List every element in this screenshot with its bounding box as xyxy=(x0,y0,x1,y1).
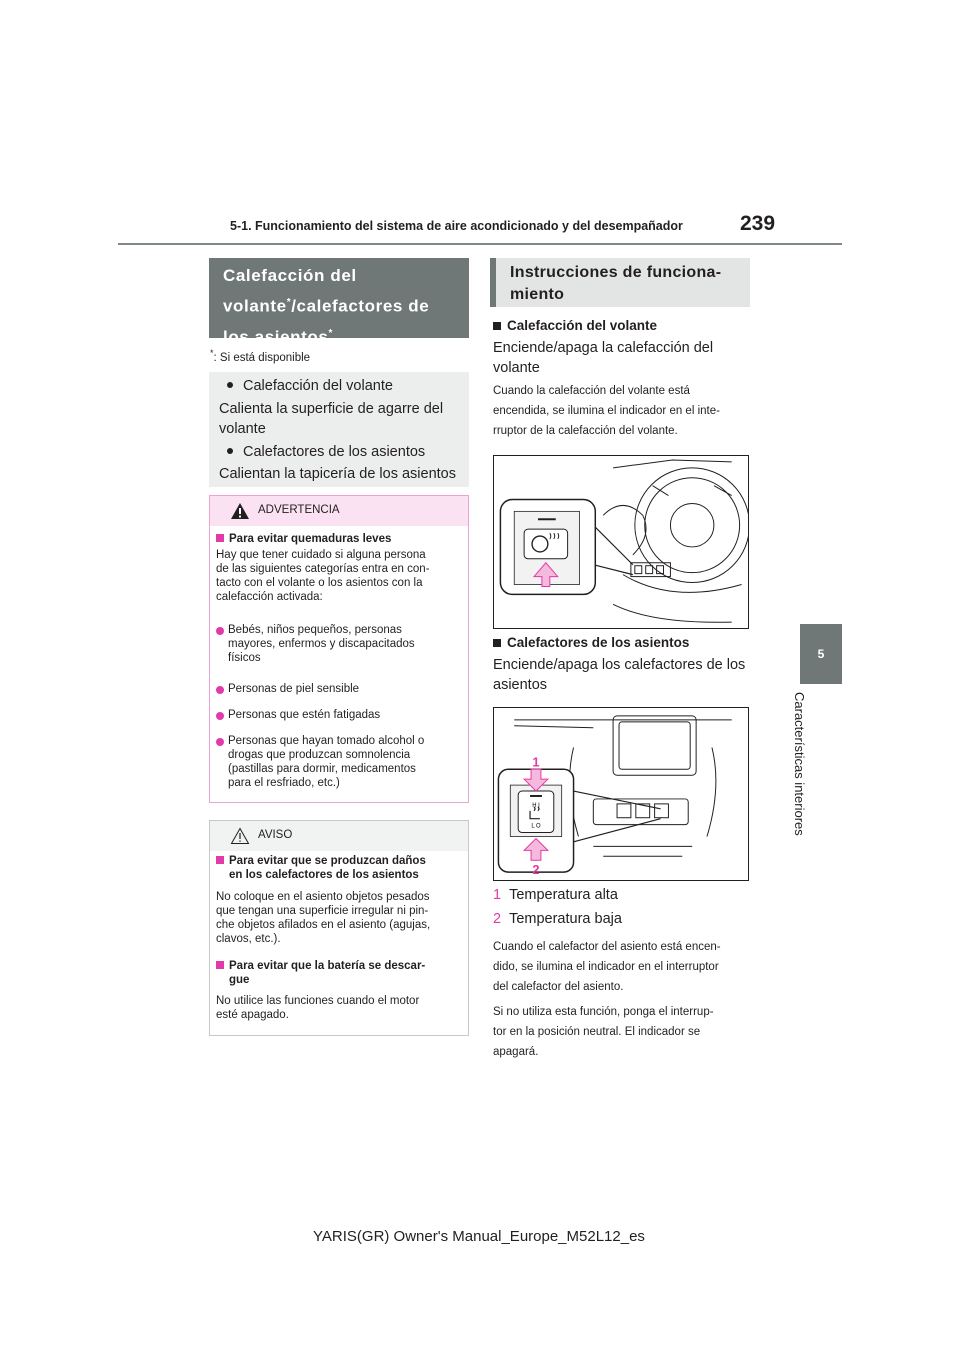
chapter-tab[interactable] xyxy=(800,624,842,684)
warning-header xyxy=(210,496,468,526)
seat-heater-heading: Calefactores de los asientos xyxy=(493,635,689,650)
bullet-icon xyxy=(227,448,233,454)
steering-heater-figure xyxy=(493,455,749,629)
callout-legend-1: 1 Temperatura alta xyxy=(493,887,618,903)
seat-heater-description: Enciende/apaga los calefactores de los asientos xyxy=(493,657,746,693)
chapter-tab-number: 5 xyxy=(817,647,825,661)
warning-item: Personas que estén fatigadas xyxy=(228,709,381,721)
notice-label: AVISO xyxy=(258,829,293,841)
steering-heater-heading: Calefacción del volante xyxy=(493,318,657,333)
notice-heading: Para evitar que se produzcan daños en los calefactores de los asientos xyxy=(216,854,426,882)
availability-footnote: *: Si está disponible xyxy=(210,348,311,364)
section-title-instructions: Instrucciones de funciona- miento xyxy=(490,258,750,307)
seat-heater-figure xyxy=(493,707,749,881)
hi-label: H I xyxy=(532,802,540,809)
square-bullet-icon xyxy=(493,322,501,330)
square-bullet-icon xyxy=(216,961,224,969)
page-number: 239 xyxy=(740,212,776,235)
feature-summary-box xyxy=(209,372,469,487)
square-bullet-icon xyxy=(216,856,224,864)
warning-intro: Hay que tener cuidado si alguna persona de las siguientes categorías entra en con- tacto con el volante o los asientos con la calefacción activada: xyxy=(216,549,430,603)
warning-item: Personas que hayan tomado alcohol o drogas que produzcan somnolencia (pastillas para dormir, medicamentos para el resfriado, etc.) xyxy=(228,735,425,789)
callout-2: 2 xyxy=(532,862,540,878)
item-description: volante xyxy=(219,421,266,437)
callout-1: 1 xyxy=(532,754,540,770)
notice-text: No coloque en el asiento objetos pesados que tengan una superficie irregular ni pin- che objetos afilados en el asiento (agujas, clavos, etc.). xyxy=(216,891,431,945)
lo-label: L O xyxy=(531,823,541,830)
caution-icon xyxy=(230,827,250,845)
item-description: Calientan la tapicería de los asientos xyxy=(219,466,456,482)
bullet-icon xyxy=(216,712,224,720)
bullet-icon xyxy=(216,738,224,746)
seat-heater-neutral-note: Si no utiliza esta función, ponga el interrup- tor en la posición neutral. El indicador se apagará. xyxy=(493,1006,714,1058)
seat-heater-note: Cuando el calefactor del asiento está encen- dido, se ilumina el indicador en el interruptor del calefactor del asiento. xyxy=(493,941,721,993)
notice-heading: Para evitar que la batería se descar- gue xyxy=(216,959,425,987)
warning-item: Bebés, niños pequeños, personas mayores, enfermos y discapacitados físicos xyxy=(228,624,415,664)
list-item: Calefacción del volante xyxy=(219,376,459,397)
notice-text: No utilice las funciones cuando el motor esté apagado. xyxy=(216,995,420,1021)
notice-header xyxy=(210,821,468,851)
footer-manual-id: YARIS(GR) Owner's Manual_Europe_M52L12_es xyxy=(313,1228,645,1245)
list-item: Calefactores de los asientos xyxy=(219,442,459,463)
bullet-icon xyxy=(216,686,224,694)
steering-heater-note: Cuando la calefacción del volante está encendida, se ilumina el indicador en el inte- rruptor de la calefacción del volante. xyxy=(493,385,720,437)
square-bullet-icon xyxy=(493,639,501,647)
warning-box xyxy=(209,495,469,803)
header-divider xyxy=(118,243,842,245)
notice-box xyxy=(209,820,469,1036)
steering-heater-description: Enciende/apaga la calefacción del volante xyxy=(493,340,714,376)
item-description: Calienta la superficie de agarre del xyxy=(219,400,444,417)
callout-legend-2: 2 Temperatura baja xyxy=(493,911,622,927)
bullet-icon xyxy=(216,627,224,635)
bullet-icon xyxy=(227,382,233,388)
warning-label: ADVERTENCIA xyxy=(258,504,340,516)
chapter-tab-label: Características interiores xyxy=(792,692,807,836)
chapter-header: 5-1. Funcionamiento del sistema de aire acondicionado y del desempañador xyxy=(230,219,683,233)
warning-icon xyxy=(230,502,250,520)
square-bullet-icon xyxy=(216,534,224,542)
section-title-heating: Calefacción del volante*/calefactores de los asientos* xyxy=(209,258,469,338)
warning-heading: Para evitar quemaduras leves xyxy=(216,532,391,546)
warning-item: Personas de piel sensible xyxy=(228,683,360,695)
